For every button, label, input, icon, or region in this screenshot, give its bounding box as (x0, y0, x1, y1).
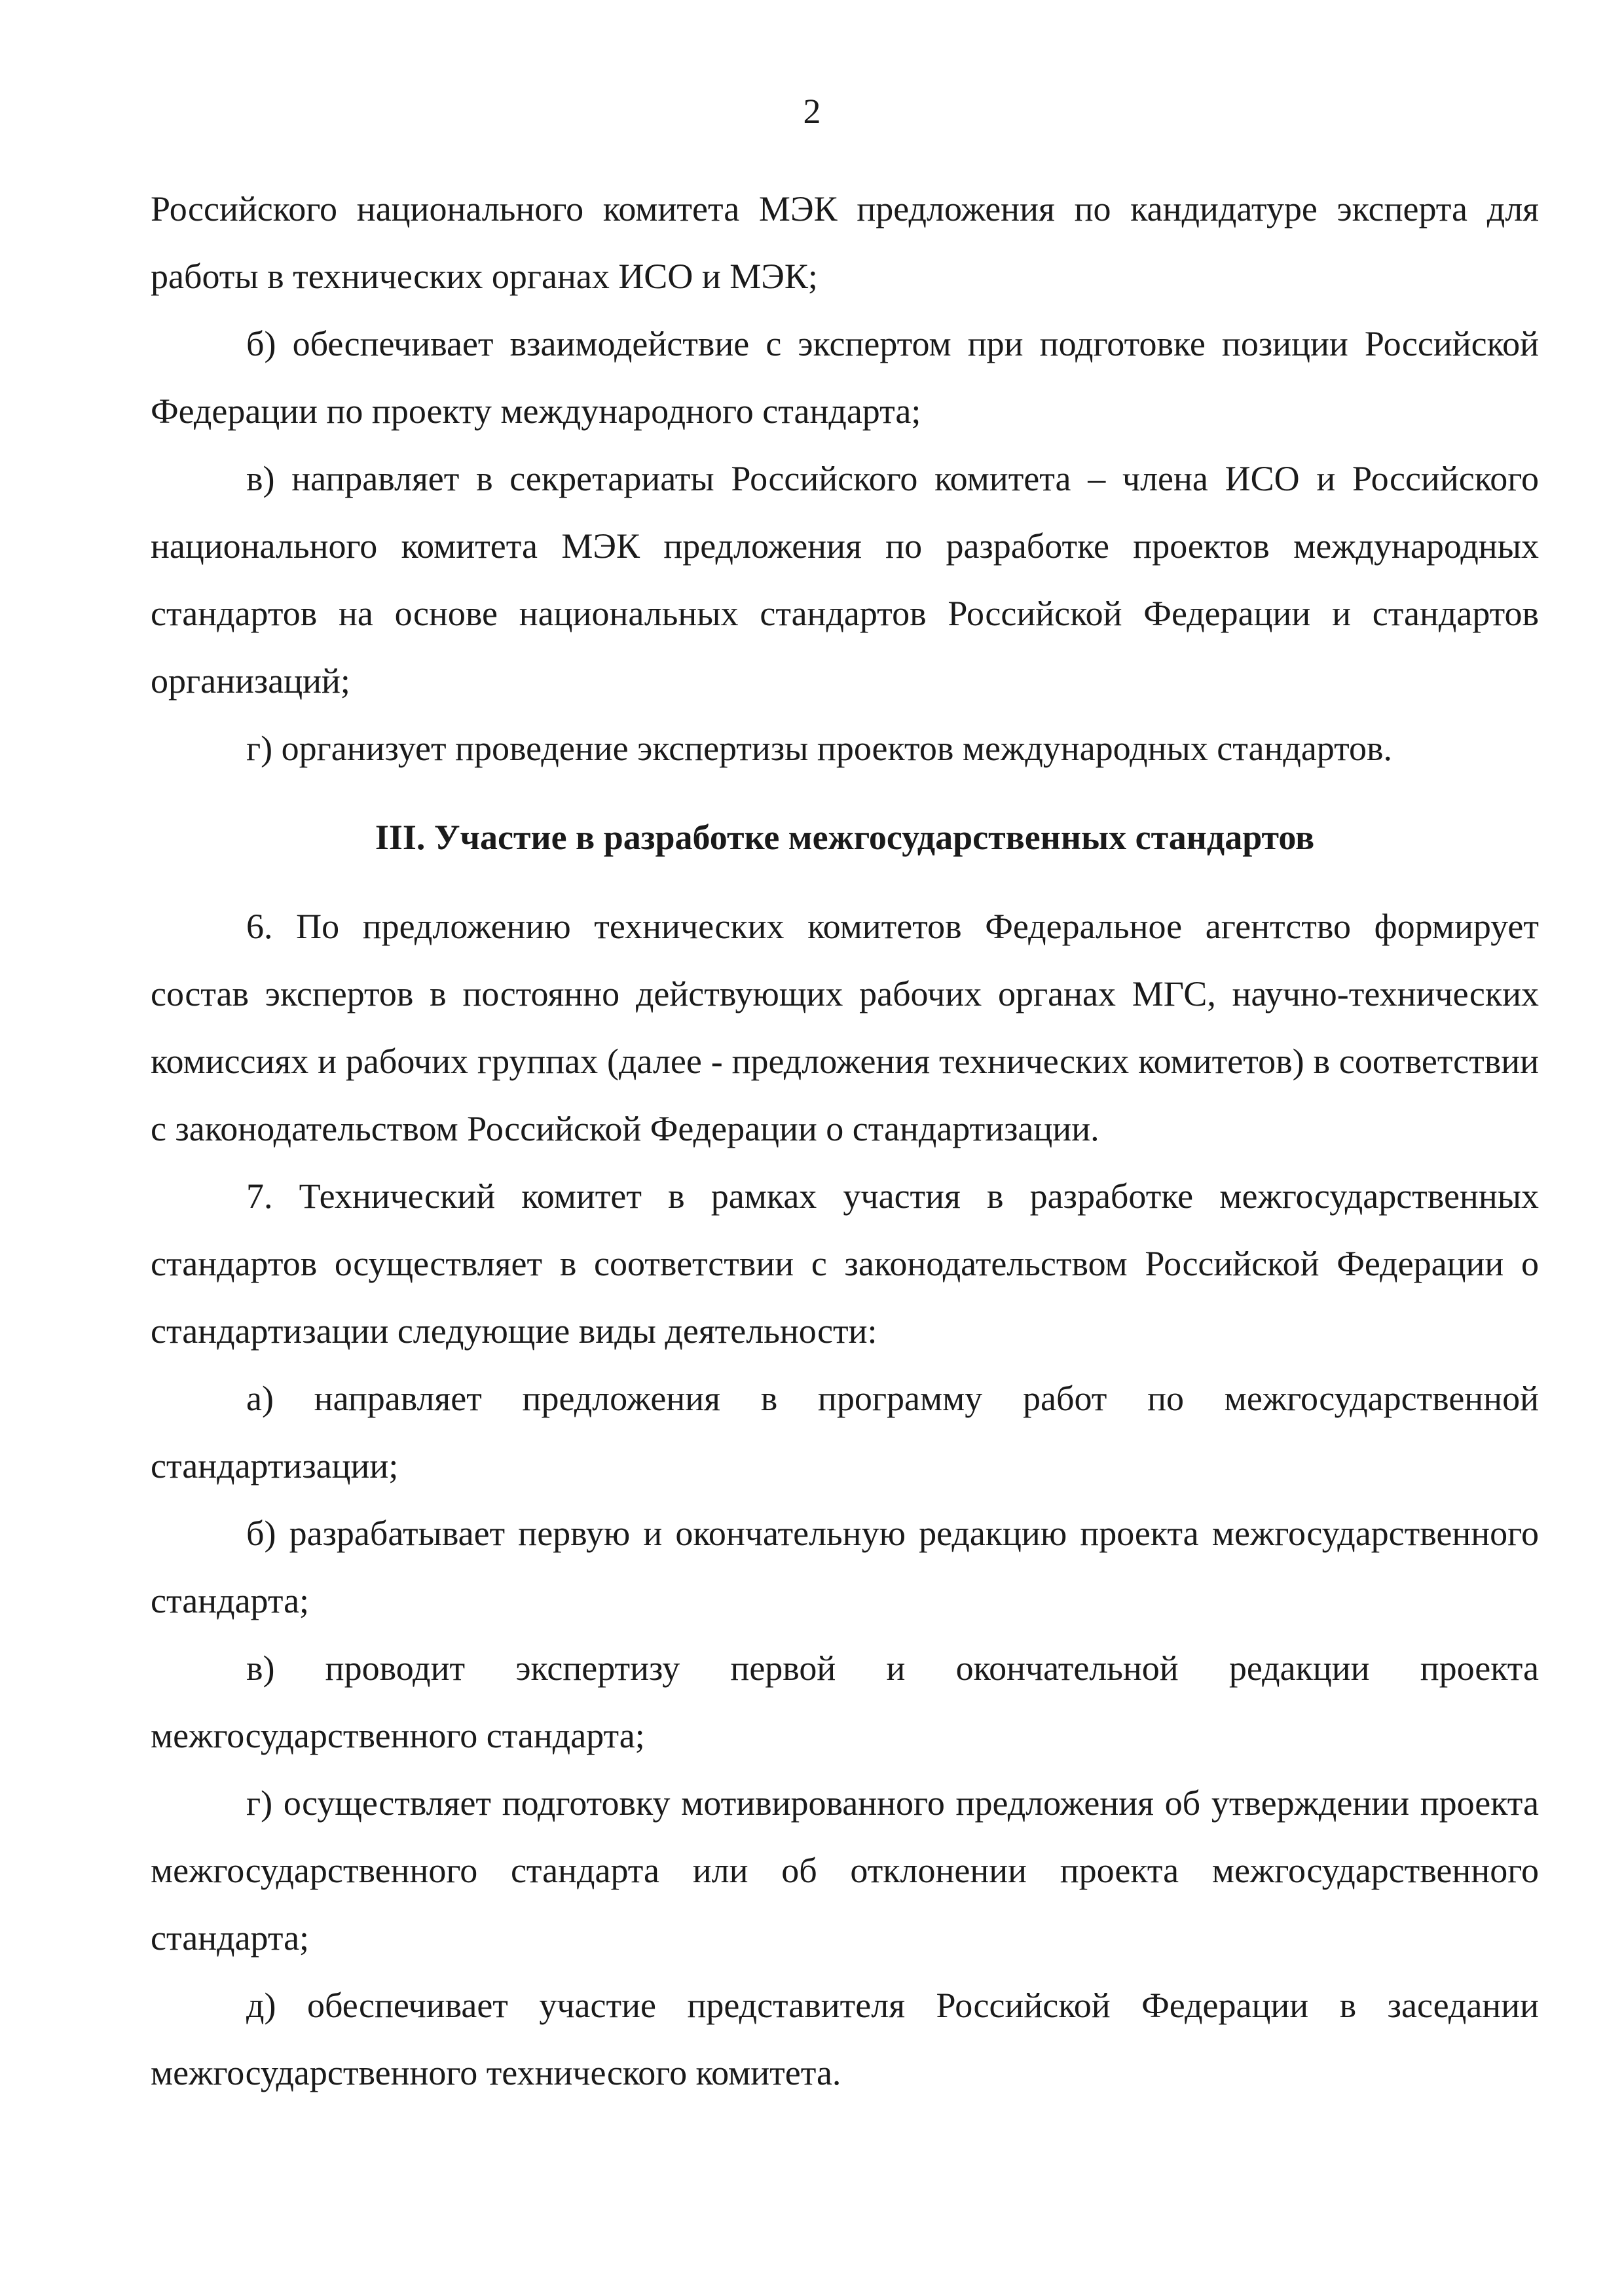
document-body (151, 175, 1539, 2107)
paragraph-continuation: Российского национального комитета МЭК предложения по кандидатуре эксперта для работы в технических органах ИСО и МЭК; (151, 189, 1539, 296)
paragraph-7-item-a: а) направляет предложения в программу работ по межгосударственной стандартизации; (151, 1379, 1539, 1485)
paragraph-7-item-b: б) разрабатывает первую и окончательную редакцию проекта межгосударственного стандарта; (151, 1514, 1539, 1620)
paragraph-7: 7. Технический комитет в рамках участия в разработке межгосударственных стандартов осуществляет в соответствии с законодательством Российской Федерации о стандартизации следующие виды деятельности: (151, 1176, 1539, 1351)
paragraph-item-g: г) организует проведение экспертизы проектов международных стандартов. (246, 729, 1392, 768)
section-heading: III. Участие в разработке межгосударственных стандартов (375, 818, 1315, 857)
paragraph-7-item-d: д) обеспечивает участие представителя Российской Федерации в заседании межгосударственного технического комитета. (151, 1986, 1539, 2092)
paragraph-item-b: б) обеспечивает взаимодействие с экспертом при подготовке позиции Российской Федерации по проекту международного стандарта; (151, 324, 1539, 431)
paragraph-item-v: в) направляет в секретариаты Российского комитета – члена ИСО и Российского национального комитета МЭК предложения по разработке проектов международных стандартов на основе национальных стандартов Российской Федерации и стандартов организаций; (151, 459, 1539, 701)
paragraph-7-item-v: в) проводит экспертизу первой и окончательной редакции проекта межгосударственного стандарта; (151, 1649, 1539, 1755)
paragraph-6: 6. По предложению технических комитетов Федеральное агентство формирует состав экспертов в постоянно действующих рабочих органах МГС, научно-технических комиссиях и рабочих группах (далее - предложения технических комитетов) в соответствии с законодательством Российской Федерации о стандартизации. (151, 907, 1539, 1148)
paragraph-7-item-g: г) осуществляет подготовку мотивированного предложения об утверждении проекта межгосударственного стандарта или об отклонении проекта межгосударственного стандарта; (151, 1783, 1539, 1958)
page-number: 2 (803, 92, 821, 131)
